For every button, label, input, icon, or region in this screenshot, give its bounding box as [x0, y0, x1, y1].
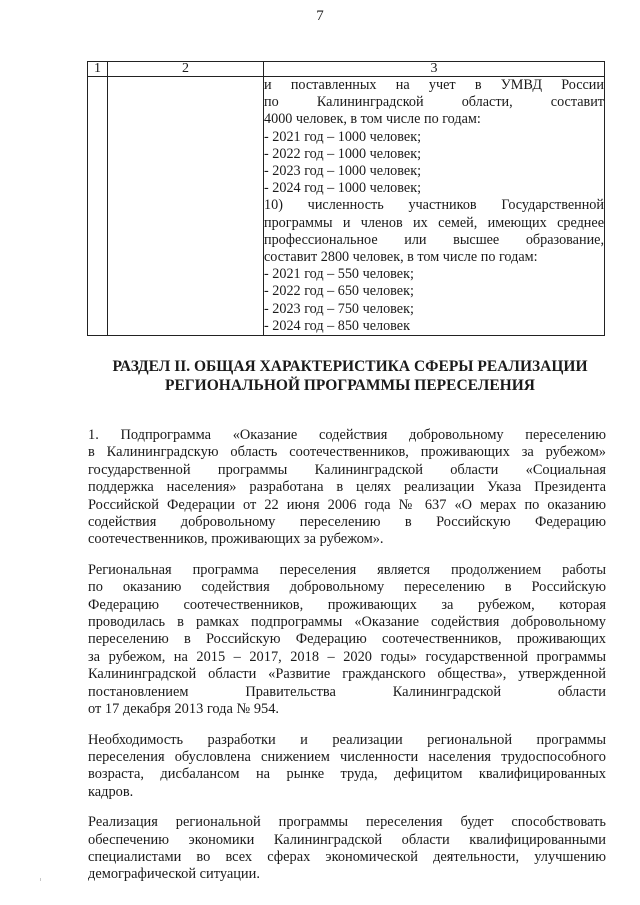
- table-header-row: [88, 62, 605, 77]
- continuation-table: [87, 61, 605, 336]
- paragraph-1: [88, 427, 606, 549]
- paragraph-line: в Калининградскую область соотечественников, проживающих за рубежом»: [88, 444, 606, 461]
- paragraph-line: Региональная программа переселения является продолжением работы: [88, 561, 606, 578]
- paragraph-line: возраста, дисбалансом на рынке труда, дефицитом квалифицированных: [88, 766, 606, 783]
- cell-text-line: - 2024 год – 850 человек: [264, 317, 410, 334]
- paragraph-line: государственной программы Калининградской области «Социальная: [88, 461, 606, 478]
- paragraph-line: от 17 декабря 2013 года № 954.: [88, 701, 280, 718]
- cell-text-line: 10) численность участников Государственной: [264, 197, 604, 214]
- column-header-3: 3: [264, 62, 605, 77]
- cell-text-line: - 2023 год – 1000 человек;: [264, 163, 422, 180]
- cell-text-line: программы и членов их семей, имеющих среднее: [264, 214, 604, 231]
- paragraph-line: Федерацию соотечественников, проживающих за рубежом, которая: [88, 596, 606, 613]
- paragraph-line: проводилась в рамках подпрограммы «Оказание содействия добровольному: [88, 614, 606, 631]
- paragraph-line: Необходимость разработки и реализации региональной программы: [88, 731, 606, 748]
- cell-text-line: - 2022 год – 650 человек;: [264, 283, 414, 300]
- paragraph-line: содействия добровольному переселению в Российскую Федерацию: [88, 514, 606, 531]
- section-body: [88, 427, 606, 897]
- paragraph-4: [88, 814, 606, 884]
- paragraph-2: [88, 562, 606, 719]
- paragraph-line: по оказанию содействия добровольному переселению в Российскую: [88, 579, 606, 596]
- table-cell-col1: [88, 77, 108, 336]
- cell-text-line: - 2021 год – 550 человек;: [264, 266, 414, 283]
- paragraph-line: Реализация региональной программы переселения будет способствовать: [88, 814, 606, 831]
- paragraph-line: переселения обусловлена снижением численности населения трудоспособного: [88, 748, 606, 765]
- page-number: 7: [316, 8, 324, 24]
- cell-text-line: - 2023 год – 750 человек;: [264, 300, 414, 317]
- cell-text-line: по Калининградской области, составит: [264, 94, 604, 111]
- cell-text-line: 4000 человек, в том числе по годам:: [264, 111, 481, 128]
- paragraph-line: за рубежом, на 2015 – 2017, 2018 – 2020 годы» государственной программы: [88, 648, 606, 665]
- cell-text-line: профессиональное или высшее образование,: [264, 231, 604, 248]
- table-cell-col3: [264, 77, 605, 336]
- table-cell-col2: [108, 77, 264, 336]
- paragraph-line: специалистами во всех сферах экономической деятельности, улучшению: [88, 848, 606, 865]
- section-heading: [60, 357, 640, 395]
- paragraph-line: Калининградской области «Развитие гражданского общества», утвержденной: [88, 666, 606, 683]
- paragraph-line: соотечественников, проживающих за рубежом».: [88, 531, 384, 548]
- paragraph-line: переселению в Российскую Федерацию соотечественников, проживающих: [88, 631, 606, 648]
- cell-text-line: - 2022 год – 1000 человек;: [264, 145, 422, 162]
- paragraph-3: [88, 732, 606, 802]
- cell-text-line: составит 2800 человек, в том числе по годам:: [264, 249, 538, 266]
- column-header-2: 2: [108, 62, 264, 77]
- cell-text-line: и поставленных на учет в УМВД России: [264, 77, 604, 93]
- scan-mark: [40, 878, 41, 881]
- section-heading-line-2: РЕГИОНАЛЬНОЙ ПРОГРАММЫ ПЕРЕСЕЛЕНИЯ: [165, 377, 535, 394]
- paragraph-line: обеспечению экономики Калининградской области квалифицированными: [88, 831, 606, 848]
- paragraph-line: демографической ситуации.: [88, 866, 260, 883]
- paragraph-line: 1. Подпрограмма «Оказание содействия добровольному переселению: [88, 427, 606, 443]
- paragraph-line: Российской Федерации от 22 июня 2006 года № 637 «О мерах по оказанию: [88, 496, 606, 513]
- table-row: [88, 77, 605, 336]
- column-header-1: 1: [88, 62, 108, 77]
- paragraph-line: поддержка населения» разработана в целях реализации Указа Президента: [88, 479, 606, 496]
- paragraph-line: постановлением Правительства Калининградской области: [88, 683, 606, 700]
- section-heading-line-1: РАЗДЕЛ II. ОБЩАЯ ХАРАКТЕРИСТИКА СФЕРЫ РЕАЛИЗАЦИИ: [112, 358, 588, 375]
- cell-text-line: - 2024 год – 1000 человек;: [264, 180, 422, 197]
- paragraph-line: кадров.: [88, 783, 134, 800]
- cell-text-line: - 2021 год – 1000 человек;: [264, 128, 422, 145]
